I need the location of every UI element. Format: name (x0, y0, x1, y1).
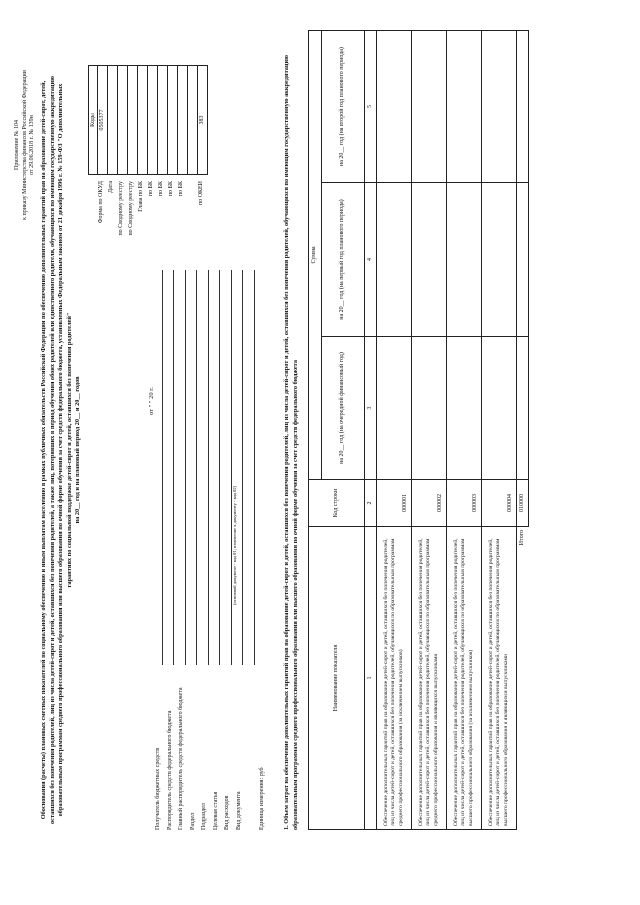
row-name: Обеспечение дополнительных гарантий прав на образование детей-сирот и детей, оставшихся без попечения родителей, лиц из числа детей-сирот и детей, оставшихся без попечения родителей, обучающихся по образовательным программам высшего профессионального образования (за исключением выпускников) (447, 527, 482, 830)
row-name: Обеспечение дополнительных гарантий прав на образование детей-сирот и детей, оставшихся без попечения родителей, лиц из числа детей-сирот и детей, оставшихся без попечения родителей, обучающихся по образовательным программам высшего профессионального образования и являющихся выпускниками (482, 527, 517, 830)
document-type-hint: (основной документ - код 01; изменение к документу - код 02) (232, 485, 237, 605)
approval-line-1: Приложение № 104 (14, 120, 20, 170)
field-line (162, 270, 163, 665)
value-cell (517, 31, 529, 183)
column-numbers-row (365, 31, 377, 830)
col-year3-header: на 20__ год (на второй год планового периода) (322, 31, 365, 183)
col-code-header: Код строки (309, 480, 365, 527)
date-line: от " " 20 г. (148, 387, 155, 415)
header-field (256, 270, 268, 830)
value-cell (447, 183, 482, 337)
code-label: по Сводному реестру (128, 181, 134, 236)
value-cell (482, 183, 517, 337)
row-name: Обеспечение дополнительных гарантий прав на образование детей-сирот и детей, оставшихся без попечения родителей, лиц из числа детей-сирот и детей, оставшихся без попечения родителей, обучающихся по образовательным программам среднего профессионального образования (за исключением выпускников) (377, 527, 412, 830)
approval-line-3: от 29.06.2018 г. № 139н (29, 115, 35, 175)
table-row (412, 31, 447, 830)
value-cell (412, 183, 447, 337)
total-row (517, 31, 529, 830)
code-label: по БК (178, 181, 184, 197)
code-label: по Сводному реестру (118, 181, 124, 236)
column-number: 1 (365, 527, 377, 830)
value-cell (447, 336, 482, 479)
period-line: на 20__ год и на плановый период 20__ и 20__ годов (74, 376, 81, 524)
value-cell (377, 336, 412, 479)
field-label: Распорядитель средств федерального бюджета (166, 710, 173, 830)
col-name-header: Наименование показателя (309, 527, 365, 830)
col-year2-header: на 20__ год (на первый год планового периода) (322, 183, 365, 337)
header-field (210, 270, 222, 830)
header-field (187, 270, 199, 830)
code-label: по БК (168, 181, 174, 197)
value-cell (377, 31, 412, 183)
field-label: Раздел (189, 813, 196, 830)
approval-stamp (14, 25, 37, 265)
value-cell (412, 336, 447, 479)
column-number: 2 (365, 480, 377, 527)
value-cell (482, 31, 517, 183)
field-label: Целевая статья (212, 791, 219, 830)
header-field (164, 270, 176, 830)
title-text: Обоснования (расчеты) плановых сметных показателей по социальному обеспечению и иным выплатам населению в рамках публичных обязательств Российской Федерации по обеспечению дополнительных гарантий прав на образование детей-сирот, детей, оставшихся без попечения родителей, лиц из числа детей-сирот и детей, оставшихся без попечения родителей, а также лиц, потерявших в период обучения обоих родителей или единственного родителя, обучающихся по имеющим государственную аккредитацию образовательным программам среднего профессионального образования или высшего образования по очной форме обучения за счет средств федерального бюджета, установленных Федеральным законом от 21 декабря 1996 г. № 159-ФЗ "О дополнительных гарантиях по социальной поддержке детей-сирот и детей, оставшихся без попечения родителей" (40, 76, 73, 824)
field-line (254, 270, 255, 665)
table-row (482, 31, 517, 830)
field-line (208, 270, 209, 665)
codes-header: Коды (88, 65, 98, 175)
row-code: 000004 (482, 480, 517, 527)
header-field (244, 270, 256, 830)
field-label: Вид расходов (224, 795, 230, 830)
code-label: по БК (148, 181, 154, 197)
field-line (196, 270, 197, 665)
column-number: 5 (365, 31, 377, 183)
code-label: Дата (108, 181, 114, 193)
header-field (198, 270, 210, 830)
row-name: Обеспечение дополнительных гарантий прав на образование детей-сирот и детей, оставшихся без попечения родителей, лиц из числа детей-сирот и детей, оставшихся без попечения родителей, обучающихся по образовательным программам среднего профессионального образования и являющихся выпускниками (412, 527, 447, 830)
code-row (197, 65, 208, 206)
field-label: Единица измерения: руб (258, 767, 265, 830)
value-cell (482, 336, 517, 479)
code-label: по БК (158, 181, 164, 197)
header-field (152, 270, 164, 830)
approval-line-2: к приказу Министерства финансов Российской Федерации (21, 70, 28, 220)
field-line (185, 270, 186, 665)
row-code: 000002 (412, 480, 447, 527)
section-title: 1. Объем затрат на обеспечение дополнительных гарантий прав на образование детей-сирот и детей, оставшихся без попечения родителей, лиц из числа детей-сирот и детей, оставшихся без попечения родителей, обучающихся по имеющим государственную аккредитацию образовательным программам среднего профессионального образования или высшего образования по очной форме обучения за счет средств федерального бюджета (283, 55, 299, 830)
field-label: Получатель бюджетных средств (155, 747, 161, 830)
field-label: Подраздел (201, 803, 207, 830)
col-sum-header: Сумма (309, 31, 322, 480)
value-cell (412, 31, 447, 183)
code-value: 0505377 (97, 65, 108, 175)
code-label: по ОКЕИ (198, 181, 204, 206)
column-number: 4 (365, 183, 377, 337)
header-field (175, 270, 187, 830)
value-cell (377, 183, 412, 337)
total-code: 010000 (517, 480, 529, 527)
table-row (377, 31, 412, 830)
value-cell (517, 336, 529, 479)
field-line (219, 270, 220, 665)
field-label: Главный распорядитель средств федерального бюджета (178, 687, 184, 830)
field-line (242, 270, 243, 665)
row-code: 000001 (377, 480, 412, 527)
value-cell (517, 183, 529, 337)
header-fields (152, 270, 267, 830)
codes-block (88, 65, 208, 236)
total-label: Итого (519, 530, 525, 546)
field-line (231, 270, 232, 665)
code-label: Глава по БК (138, 181, 144, 212)
header-field (221, 270, 233, 830)
field-line (173, 270, 174, 665)
table-row (447, 31, 482, 830)
field-label: Вид документа (235, 791, 242, 830)
data-table (308, 30, 529, 830)
column-number: 3 (365, 336, 377, 479)
col-year1-header: на 20__ год (на очередной финансовый год) (322, 336, 365, 479)
row-code: 000003 (447, 480, 482, 527)
code-label: Форма по ОКУД (98, 181, 104, 224)
code-value: 383 (197, 65, 208, 175)
document-title (40, 70, 83, 830)
value-cell (447, 31, 482, 183)
